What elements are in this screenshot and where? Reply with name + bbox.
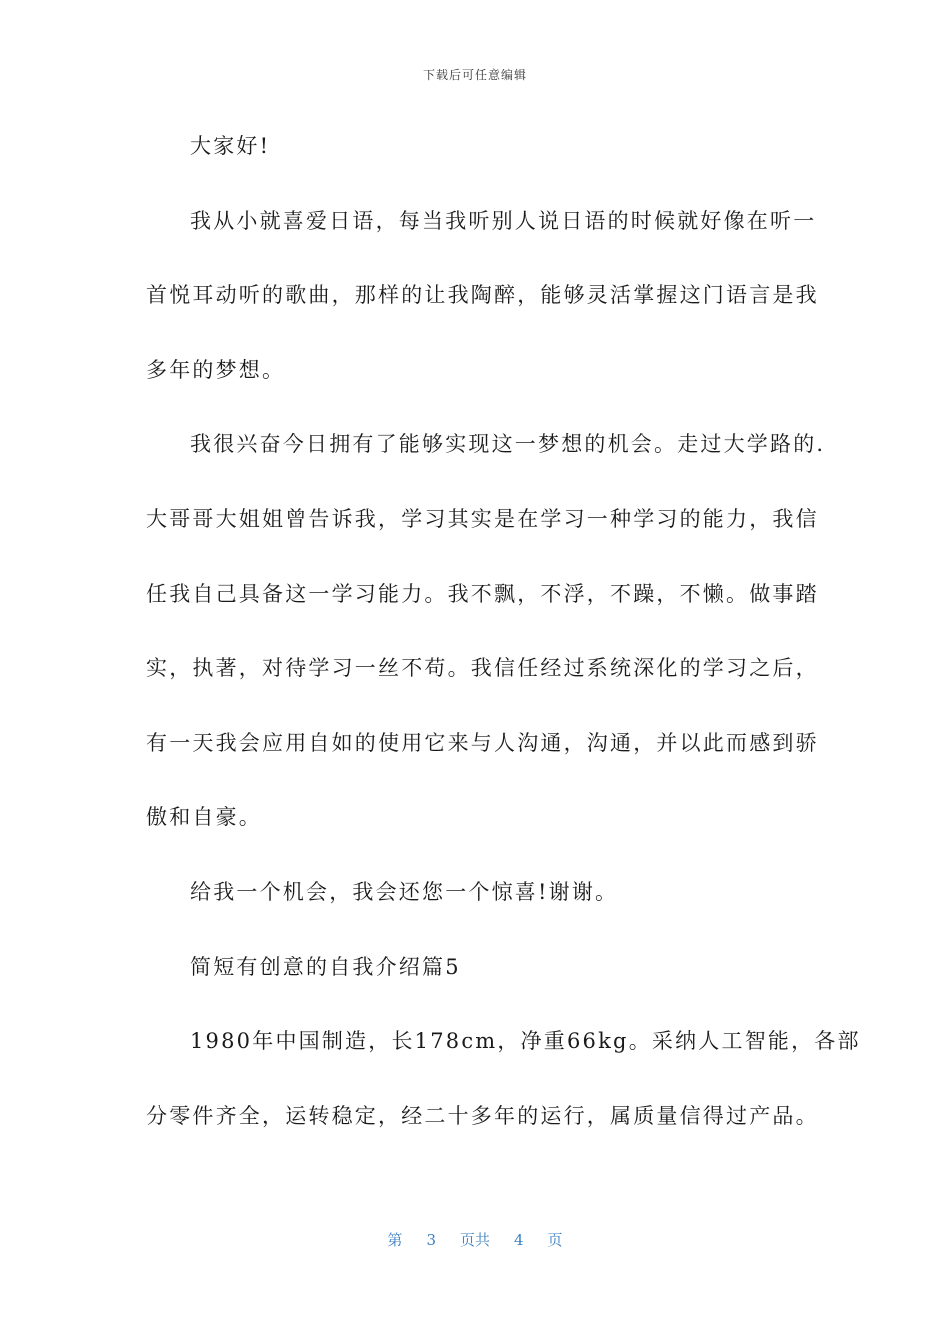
footer-prefix: 第 [387, 1231, 403, 1249]
page-number-footer [0, 1229, 950, 1250]
footer-suffix: 页 [547, 1231, 563, 1249]
section-heading: 简短有创意的自我介绍篇5 [190, 954, 461, 979]
paragraph-line: 大哥哥大姐姐曾告诉我，学习其实是在学习一种学习的能力，我信 [146, 506, 819, 531]
paragraph-line: 我从小就喜爱日语，每当我听别人说日语的时候就好像在听一 [190, 208, 817, 233]
paragraph-line: 我很兴奋今日拥有了能够实现这一梦想的机会。走过大学路的. [190, 432, 826, 457]
paragraph-line: 首悦耳动听的歌曲，那样的让我陶醉，能够灵活掌握这门语言是我 [146, 283, 819, 308]
footer-middle: 页共 [459, 1231, 490, 1249]
paragraph-line: 分零件齐全，运转稳定，经二十多年的运行，属质量信得过产品。 [146, 1103, 819, 1128]
paragraph-line: 1980年中国制造，长178cm，净重66kg。采纳人工智能，各部 [190, 1029, 861, 1054]
paragraph-line: 有一天我会应用自如的使用它来与人沟通，沟通，并以此而感到骄 [146, 730, 819, 755]
paragraph-line: 给我一个机会，我会还您一个惊喜!谢谢。 [190, 879, 619, 904]
paragraph-line: 实，执著，对待学习一丝不苟。我信任经过系统深化的学习之后， [146, 656, 819, 681]
paragraph-line: 任我自己具备这一学习能力。我不飘，不浮，不躁，不懒。做事踏 [146, 581, 819, 606]
total-page-number: 4 [514, 1231, 524, 1249]
current-page-number: 3 [426, 1231, 436, 1249]
document-body [146, 128, 861, 1172]
header-note: 下载后可任意编辑 [422, 68, 527, 82]
paragraph-line: 傲和自豪。 [146, 805, 262, 830]
paragraph-line: 大家好! [190, 134, 271, 158]
paragraph-line: 多年的梦想。 [146, 357, 286, 382]
